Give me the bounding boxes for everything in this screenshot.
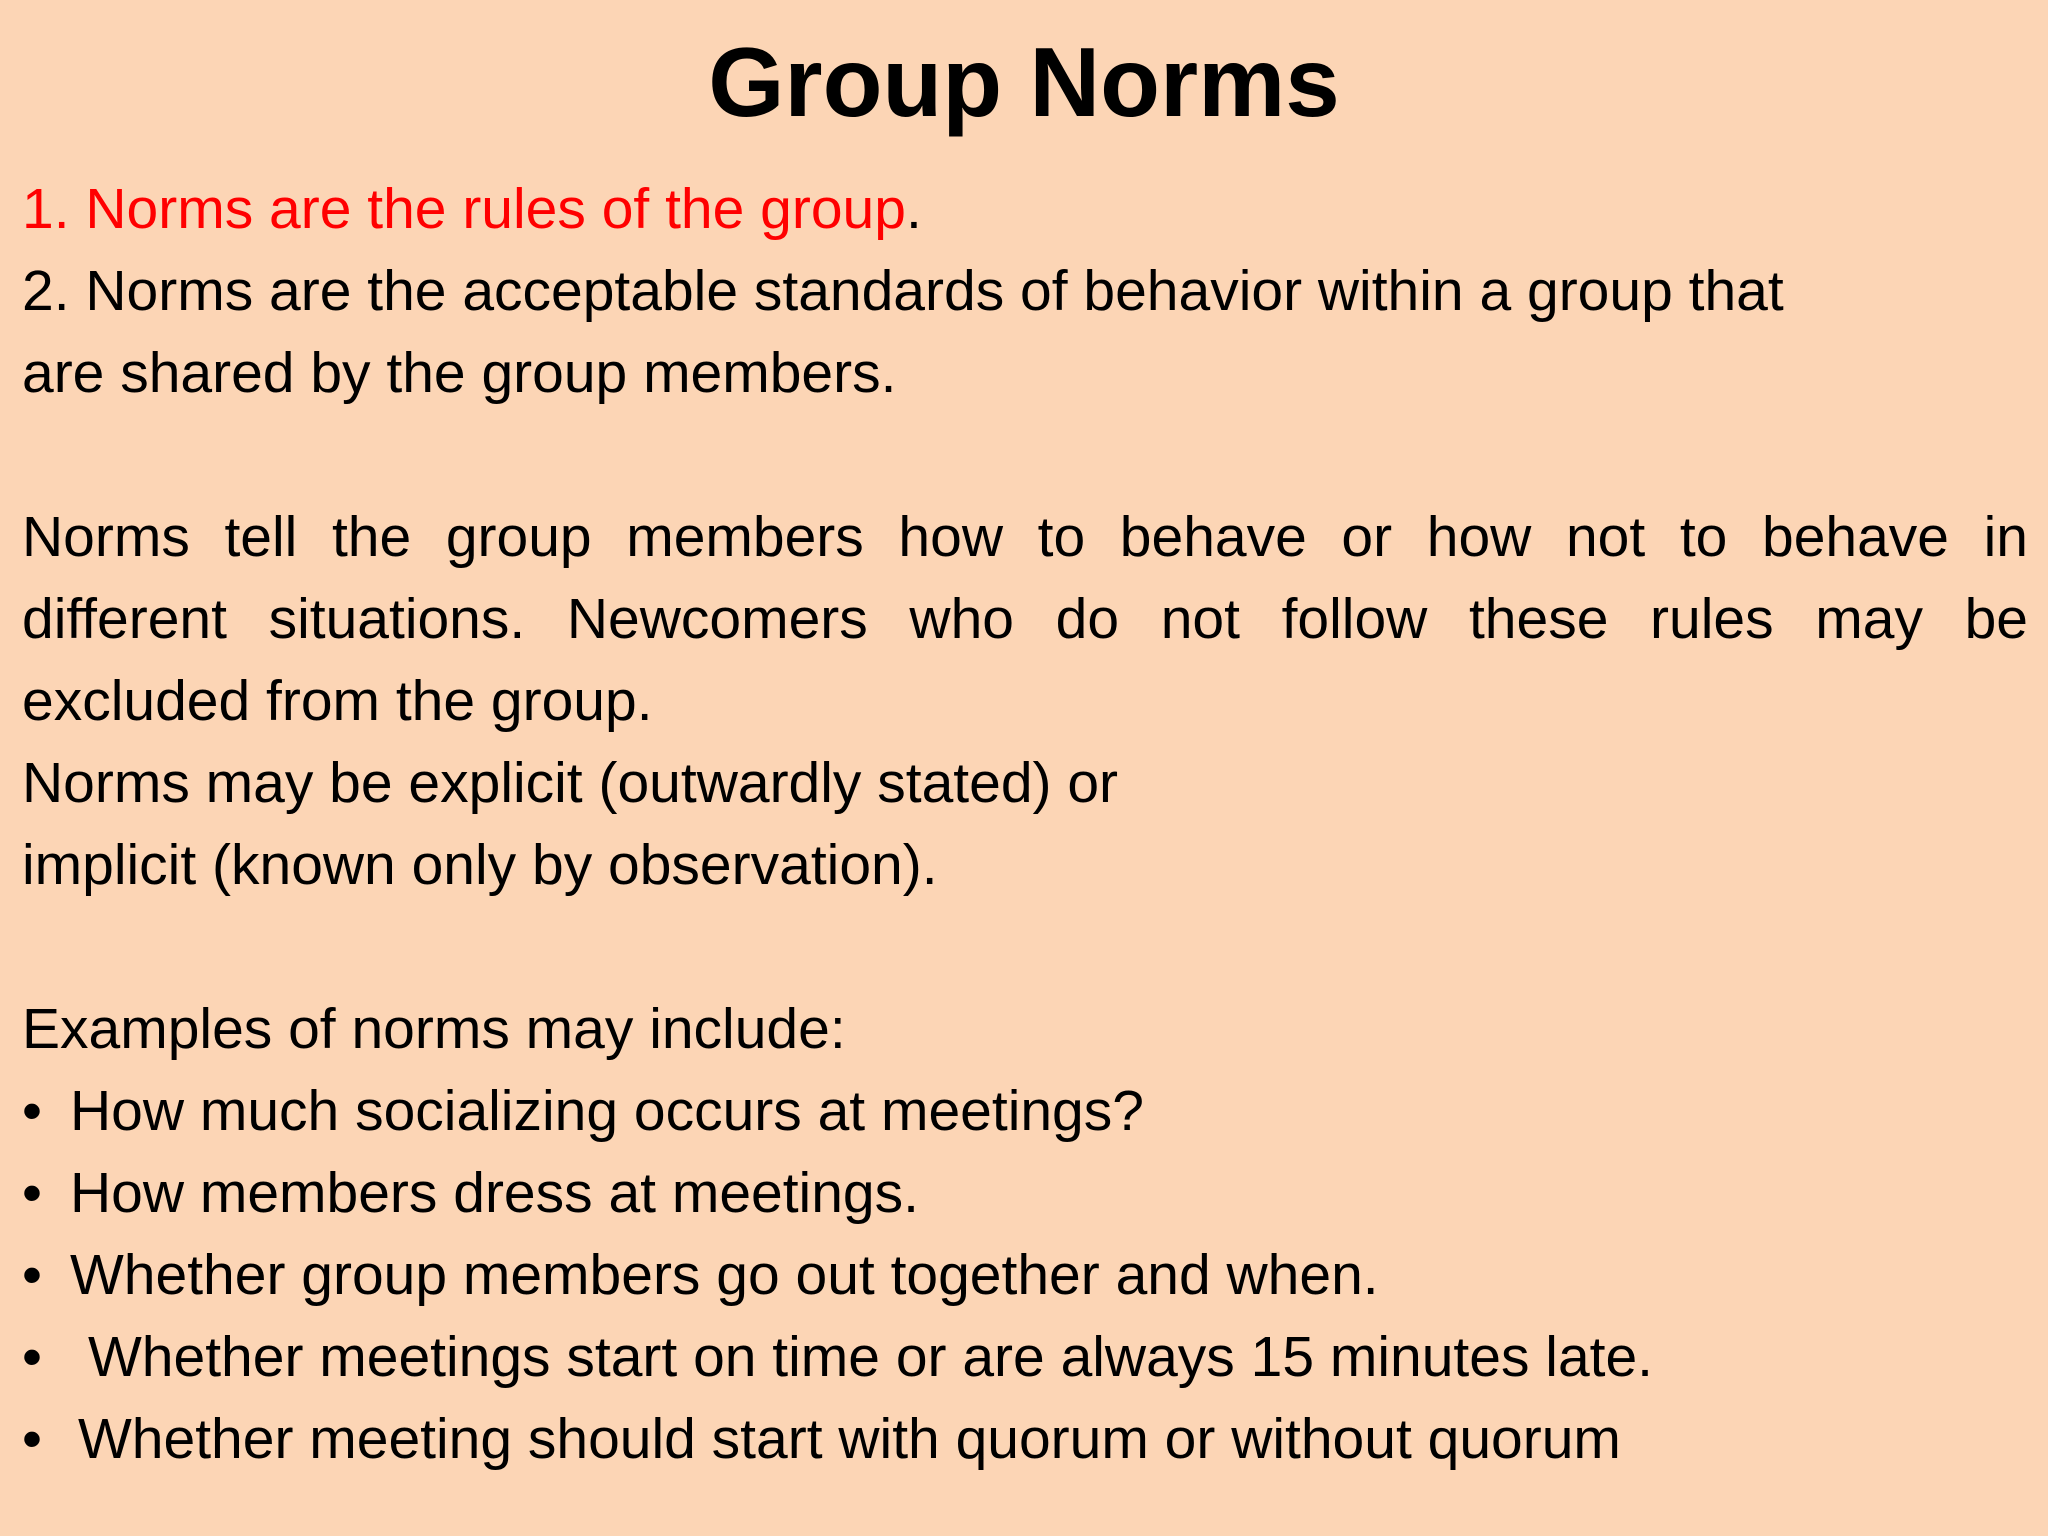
paragraph-1-line-2: different situations. Newcomers who do not follow these rules may be [22, 587, 2028, 651]
paragraph-2-line-1: Norms may be explicit (outwardly stated) or [22, 751, 1119, 815]
list-item [22, 1398, 2028, 1480]
list-item [22, 1316, 2028, 1398]
list-item-text: Whether meeting should start with quorum or without quorum [78, 1407, 1621, 1471]
point-1-highlight: 1. Norms are the rules of the group [22, 177, 906, 241]
bullet-icon: • [22, 1079, 42, 1143]
spacer [22, 414, 2028, 496]
point-1-tail: . [905, 177, 922, 241]
paragraph-1-line-3: excluded from the group. [22, 669, 653, 733]
list-item [22, 1152, 2028, 1234]
slide-body [22, 168, 2028, 1480]
list-item-text: How members dress at meetings. [70, 1161, 919, 1225]
bullet-icon: • [22, 1243, 42, 1307]
point-2-line-2: are shared by the group members. [22, 341, 897, 405]
examples-heading: Examples of norms may include: [22, 997, 846, 1061]
paragraph-2-line-2: implicit (known only by observation). [22, 833, 938, 897]
point-1 [22, 168, 2028, 250]
list-item [22, 1234, 2028, 1316]
list-item [22, 1070, 2028, 1152]
slide-title: Group Norms [708, 27, 1340, 137]
list-item-text: Whether group members go out together and when. [70, 1243, 1379, 1307]
bullet-icon: • [22, 1161, 42, 1225]
point-2-line-1: 2. Norms are the acceptable standards of behavior within a group that [22, 259, 1784, 323]
list-item-text: Whether meetings start on time or are always 15 minutes late. [88, 1325, 1654, 1389]
bullet-icon: • [22, 1325, 42, 1389]
list-item-text: How much socializing occurs at meetings? [70, 1079, 1144, 1143]
spacer [22, 906, 2028, 988]
paragraph-1-line-1: Norms tell the group members how to behave or how not to behave in [22, 505, 2028, 569]
bullet-icon: • [22, 1407, 42, 1471]
